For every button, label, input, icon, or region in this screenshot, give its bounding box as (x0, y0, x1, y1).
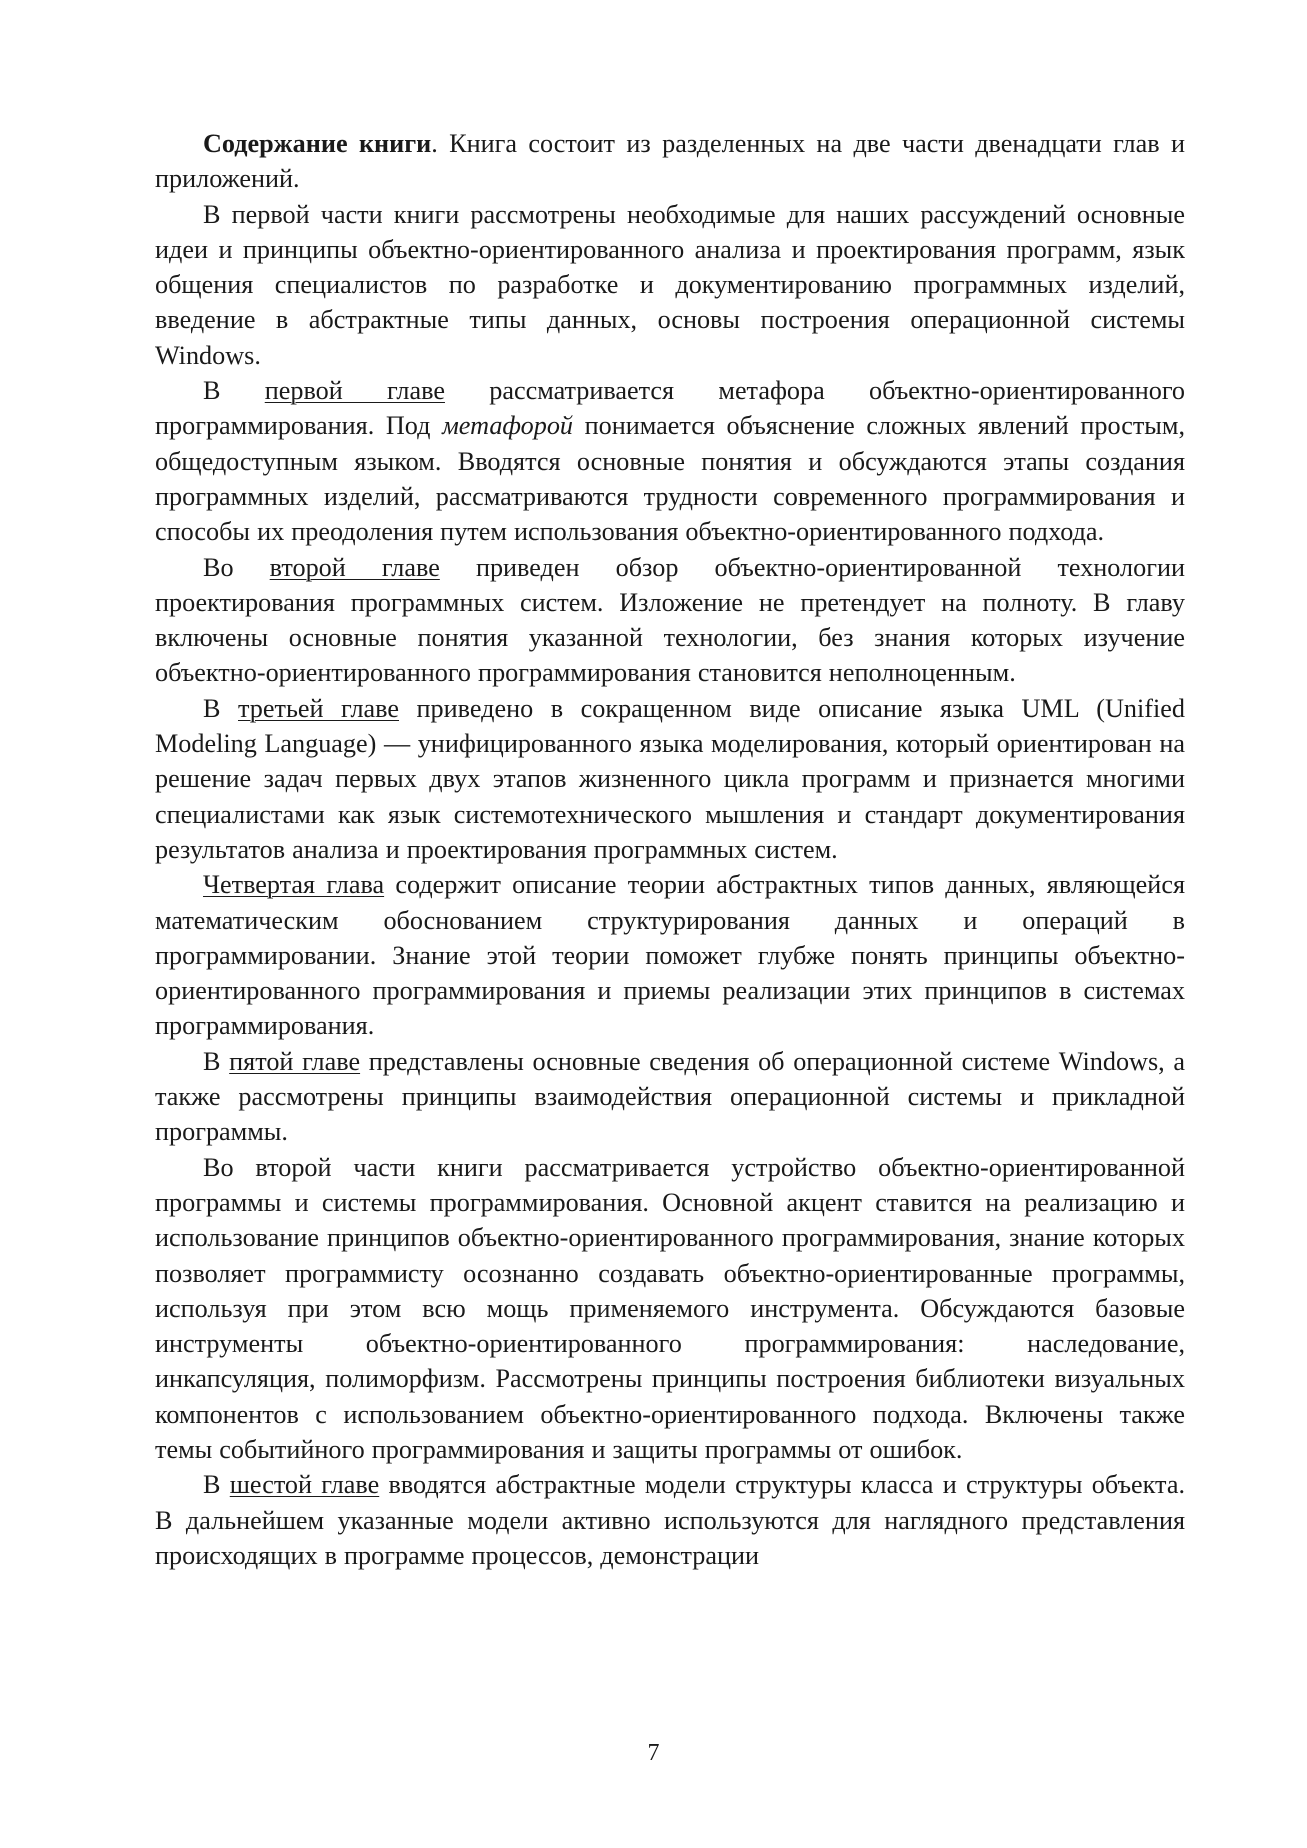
chapter-reference: третьей главе (238, 693, 399, 723)
paragraph-contents-intro (155, 126, 1185, 197)
document-page (155, 126, 1185, 1573)
paragraph-text: представлены основные сведения об операционной системе Windows, а также рассмотрены принципы взаимодействия операционной системы и прикладной программы. (155, 1046, 1185, 1147)
paragraph-text: В (203, 693, 239, 723)
chapter-reference: шестой главе (229, 1470, 380, 1500)
italic-term: метафорой (442, 411, 574, 441)
paragraph-text: содержит описание теории абстрактных типов данных, являющейся математическим обоснованием структурирования данных и операций в программировании. Знание этой теории поможет глубже понять принципы объектно-ориентированного программирования и приемы реализации этих принципов в системах программирования. (155, 870, 1185, 1041)
paragraph-text: . Книга состоит из разделенных на две части двенадцати глав и приложений. (155, 129, 1185, 194)
paragraph-part-one (155, 197, 1185, 373)
paragraph-text: В первой части книги рассмотрены необходимые для наших рассуждений основные идеи и принципы объектно-ориентированного анализа и проектирования программ, язык общения специалистов по разработке и документированию программных изделий, введение в абстрактные типы данных, основы построения операционной системы Windows. (155, 199, 1185, 370)
paragraph-chapter-five (155, 1044, 1185, 1150)
paragraph-chapter-one (155, 373, 1185, 549)
paragraph-text: В (203, 1470, 230, 1500)
chapter-reference: второй главе (269, 552, 440, 582)
paragraph-chapter-four (155, 867, 1185, 1043)
paragraph-text: В (203, 1046, 230, 1076)
paragraph-chapter-six (155, 1467, 1185, 1573)
body-text (155, 126, 1185, 1573)
chapter-reference: первой главе (264, 376, 445, 406)
paragraph-chapter-three (155, 691, 1185, 867)
paragraph-text: приведен обзор объектно-ориентированной технологии проектирования программных систем. Изложение не претендует на полноту. В главу включены основные понятия указанной технологии, без знания которых изучение объектно-ориентированного программирования становится неполноценным. (155, 552, 1185, 688)
chapter-reference: пятой главе (229, 1046, 361, 1076)
paragraph-text: В (203, 376, 265, 406)
paragraph-text: понимается объяснение сложных явлений простым, общедоступным языком. Вводятся основные понятия и обсуждаются этапы создания программных изделий, рассматриваются трудности современного программирования и способы их преодоления путем использования объектно-ориентированного подхода. (155, 411, 1185, 547)
paragraph-chapter-two (155, 550, 1185, 691)
paragraph-text: рассматривается метафора объектно-ориентированного программирования. Под (155, 376, 1186, 441)
chapter-reference: Четвертая глава (203, 870, 385, 900)
page-number: 7 (647, 1740, 660, 1766)
paragraph-text: Во второй части книги рассматривается устройство объектно-ориентированной программы и системы программирования. Основной акцент ставится на реализацию и использование принципов объектно-ориентированного программирования, знание которых позволяет программисту осознанно создавать объектно-ориентированные программы, используя при этом всю мощь применяемого инструмента. Обсуждаются базовые инструменты объектно-ориентированного программирования: наследование, инкапсуляция, полиморфизм. Рассмотрены принципы построения библиотеки визуальных компонентов с использованием объектно-ориентированного подхода. Включены также темы событийного программирования и защиты программы от ошибок. (155, 1152, 1185, 1464)
paragraph-text: вводятся абстрактные модели структуры класса и структуры объекта. В дальнейшем указанные модели активно используются для наглядного представления происходящих в программе процессов, демонстрации (155, 1470, 1185, 1570)
paragraph-text: Во (203, 552, 270, 582)
bold-text: Содержание книги (203, 129, 432, 158)
paragraph-text: приведено в сокращенном виде описание языка UML (Unified Modeling Language) — унифицированного языка моделирования, который ориентирован на решение задач первых двух этапов жизненного цикла программ и признается многими специалистами как язык системотехнического мышления и стандарт документирования результатов анализа и проектирования программных систем. (155, 693, 1185, 864)
paragraph-part-two (155, 1150, 1185, 1468)
